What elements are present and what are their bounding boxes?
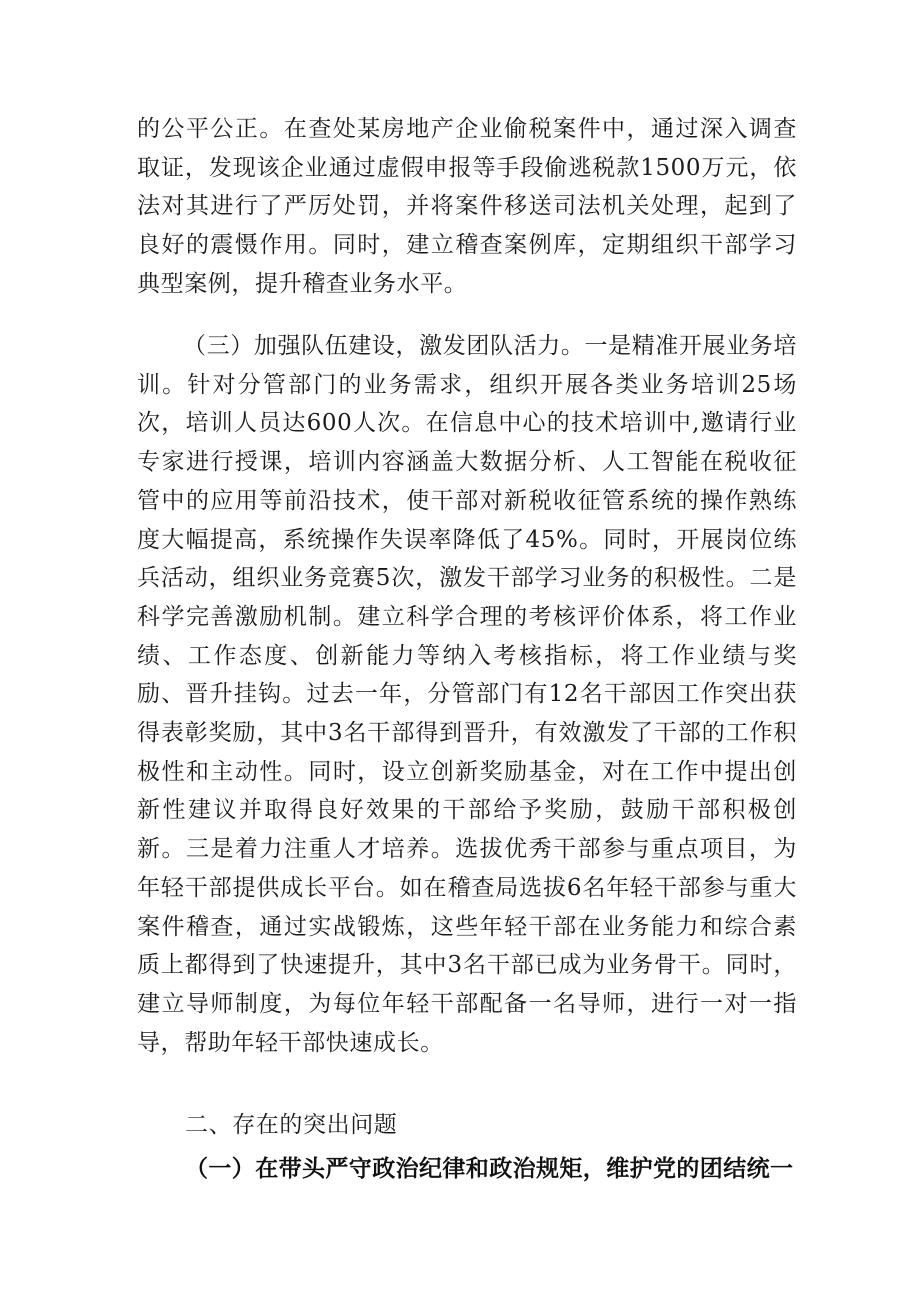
section-heading: 二、存在的突出问题 [185, 1112, 398, 1138]
paragraph-tax-case: 的公平公正。在查处某房地产企业偷税案件中，通过深入调查取证，发现该企业通过虚假申报等手段偷逃税款1500万元，依法对其进行了严厉处罚，并将案件移送司法机关处理，起到了良好的震慑作用。同时，建立稽查案例库，定期组织干部学习典型案例，提升稽查业务水平。 [137, 116, 797, 297]
paragraph-continuation [137, 110, 797, 304]
paragraph-team-building: （三）加强队伍建设，激发团队活力。一是精准开展业务培训。针对分管部门的业务需求，组织开展各类业务培训25场次，培训人员达600人次。在信息中心的技术培训中,邀请行业专家进行授课，培训内容涵盖大数据分析、人工智能在税收征管中的应用等前沿技术，使干部对新税收征管系统的操作熟练度大幅提高，系统操作失误率降低了45%。同时，开展岗位练兵活动，组织业务竞赛5次，激发干部学习业务的积极性。二是科学完善激励机制。建立科学合理的考核评价体系，将工作业绩、工作态度、创新能力等纳入考核指标，将工作业绩与奖励、晋升挂钩。过去一年，分管部门有12名干部因工作突出获得表彰奖励，其中3名干部得到晋升，有效激发了干部的工作积极性和主动性。同时，设立创新奖励基金，对在工作中提出创新性建议并取得良好效果的干部给予奖励，鼓励干部积极创新。三是着力注重人才培养。选拔优秀干部参与重点项目，为年轻干部提供成长平台。如在稽查局选拔6名年轻干部参与重大案件稽查，通过实战锻炼，这些年轻干部在业务能力和综合素质上都得到了快速提升，其中3名干部已成为业务骨干。同时，建立导师制度，为每位年轻干部配备一名导师，进行一对一指导，帮助年轻干部快速成长。 [137, 333, 797, 1056]
subsection-heading: （一）在带头严守政治纪律和政治规矩，维护党的团结统一 [185, 1156, 794, 1182]
paragraph-team-building-block [137, 327, 797, 1062]
